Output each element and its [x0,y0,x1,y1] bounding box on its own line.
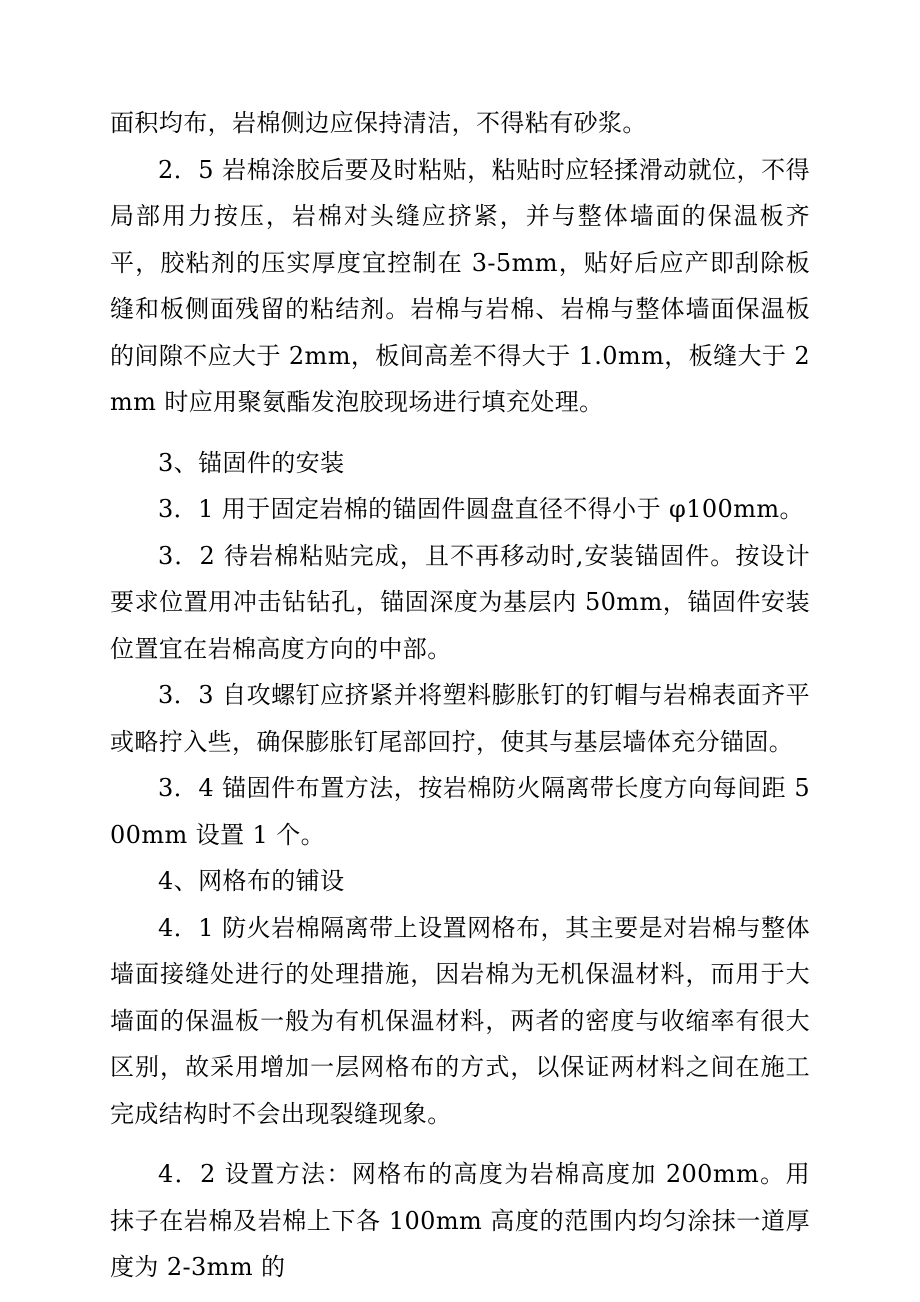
paragraph-3-2: 3．2 待岩棉粘贴完成，且不再移动时,安装锚固件。按设计要求位置用冲击钻钻孔，锚固深度为基层内 50mm，锚固件安装位置宜在岩棉高度方向的中部。 [110,541,810,663]
paragraph-3-3: 3．3 自攻螺钉应挤紧并将塑料膨胀钉的钉帽与岩棉表面齐平或略拧入些，确保膨胀钉尾部回拧，使其与基层墙体充分锚固。 [110,681,810,756]
section-heading-4: 4、网格布的铺设 [158,867,345,895]
paragraph-2-5: 2．5 岩棉涂胶后要及时粘贴，粘贴时应轻揉滑动就位，不得局部用力按压，岩棉对头缝应挤紧，并与整体墙面的保温板齐平，胶粘剂的压实厚度宜控制在 3-5mm，贴好后应产即刮除板缝和板侧面残留的粘结剂。岩棉与岩棉、岩棉与整体墙面保温板的间隙不应大于 2mm，板间高差不得大于 1.0mm，板缝大于 2mm 时应用聚氨酯发泡胶现场进行填充处理。 [110,155,810,416]
paragraph-continuation: 面积均布，岩棉侧边应保持清洁，不得粘有砂浆。 [110,109,647,137]
paragraph-4-1: 4．1 防火岩棉隔离带上设置网格布，其主要是对岩棉与整体墙面接缝处进行的处理措施，因岩棉为无机保温材料，而用于大墙面的保温板一般为有机保温材料，两者的密度与收缩率有很大区别，故采用增加一层网格布的方式，以保证两材料之间在施工完成结构时不会出现裂缝现象。 [110,913,810,1128]
section-heading-3: 3、锚固件的安装 [158,448,345,477]
paragraph-4-2: 4．2 设置方法：网格布的高度为岩棉高度加 200mm。用抹子在岩棉及岩棉上下各 100mm 高度的范围内均匀涂抹一道厚度为 2-3mm 的 [110,1160,810,1281]
paragraph-3-4: 3．4 锚固件布置方法，按岩棉防火隔离带长度方向每间距 500mm 设置 1 个。 [110,774,810,849]
paragraph-3-1: 3．1 用于固定岩棉的锚固件圆盘直径不得小于 φ100mm。 [158,495,804,523]
document-page [110,100,810,1291]
